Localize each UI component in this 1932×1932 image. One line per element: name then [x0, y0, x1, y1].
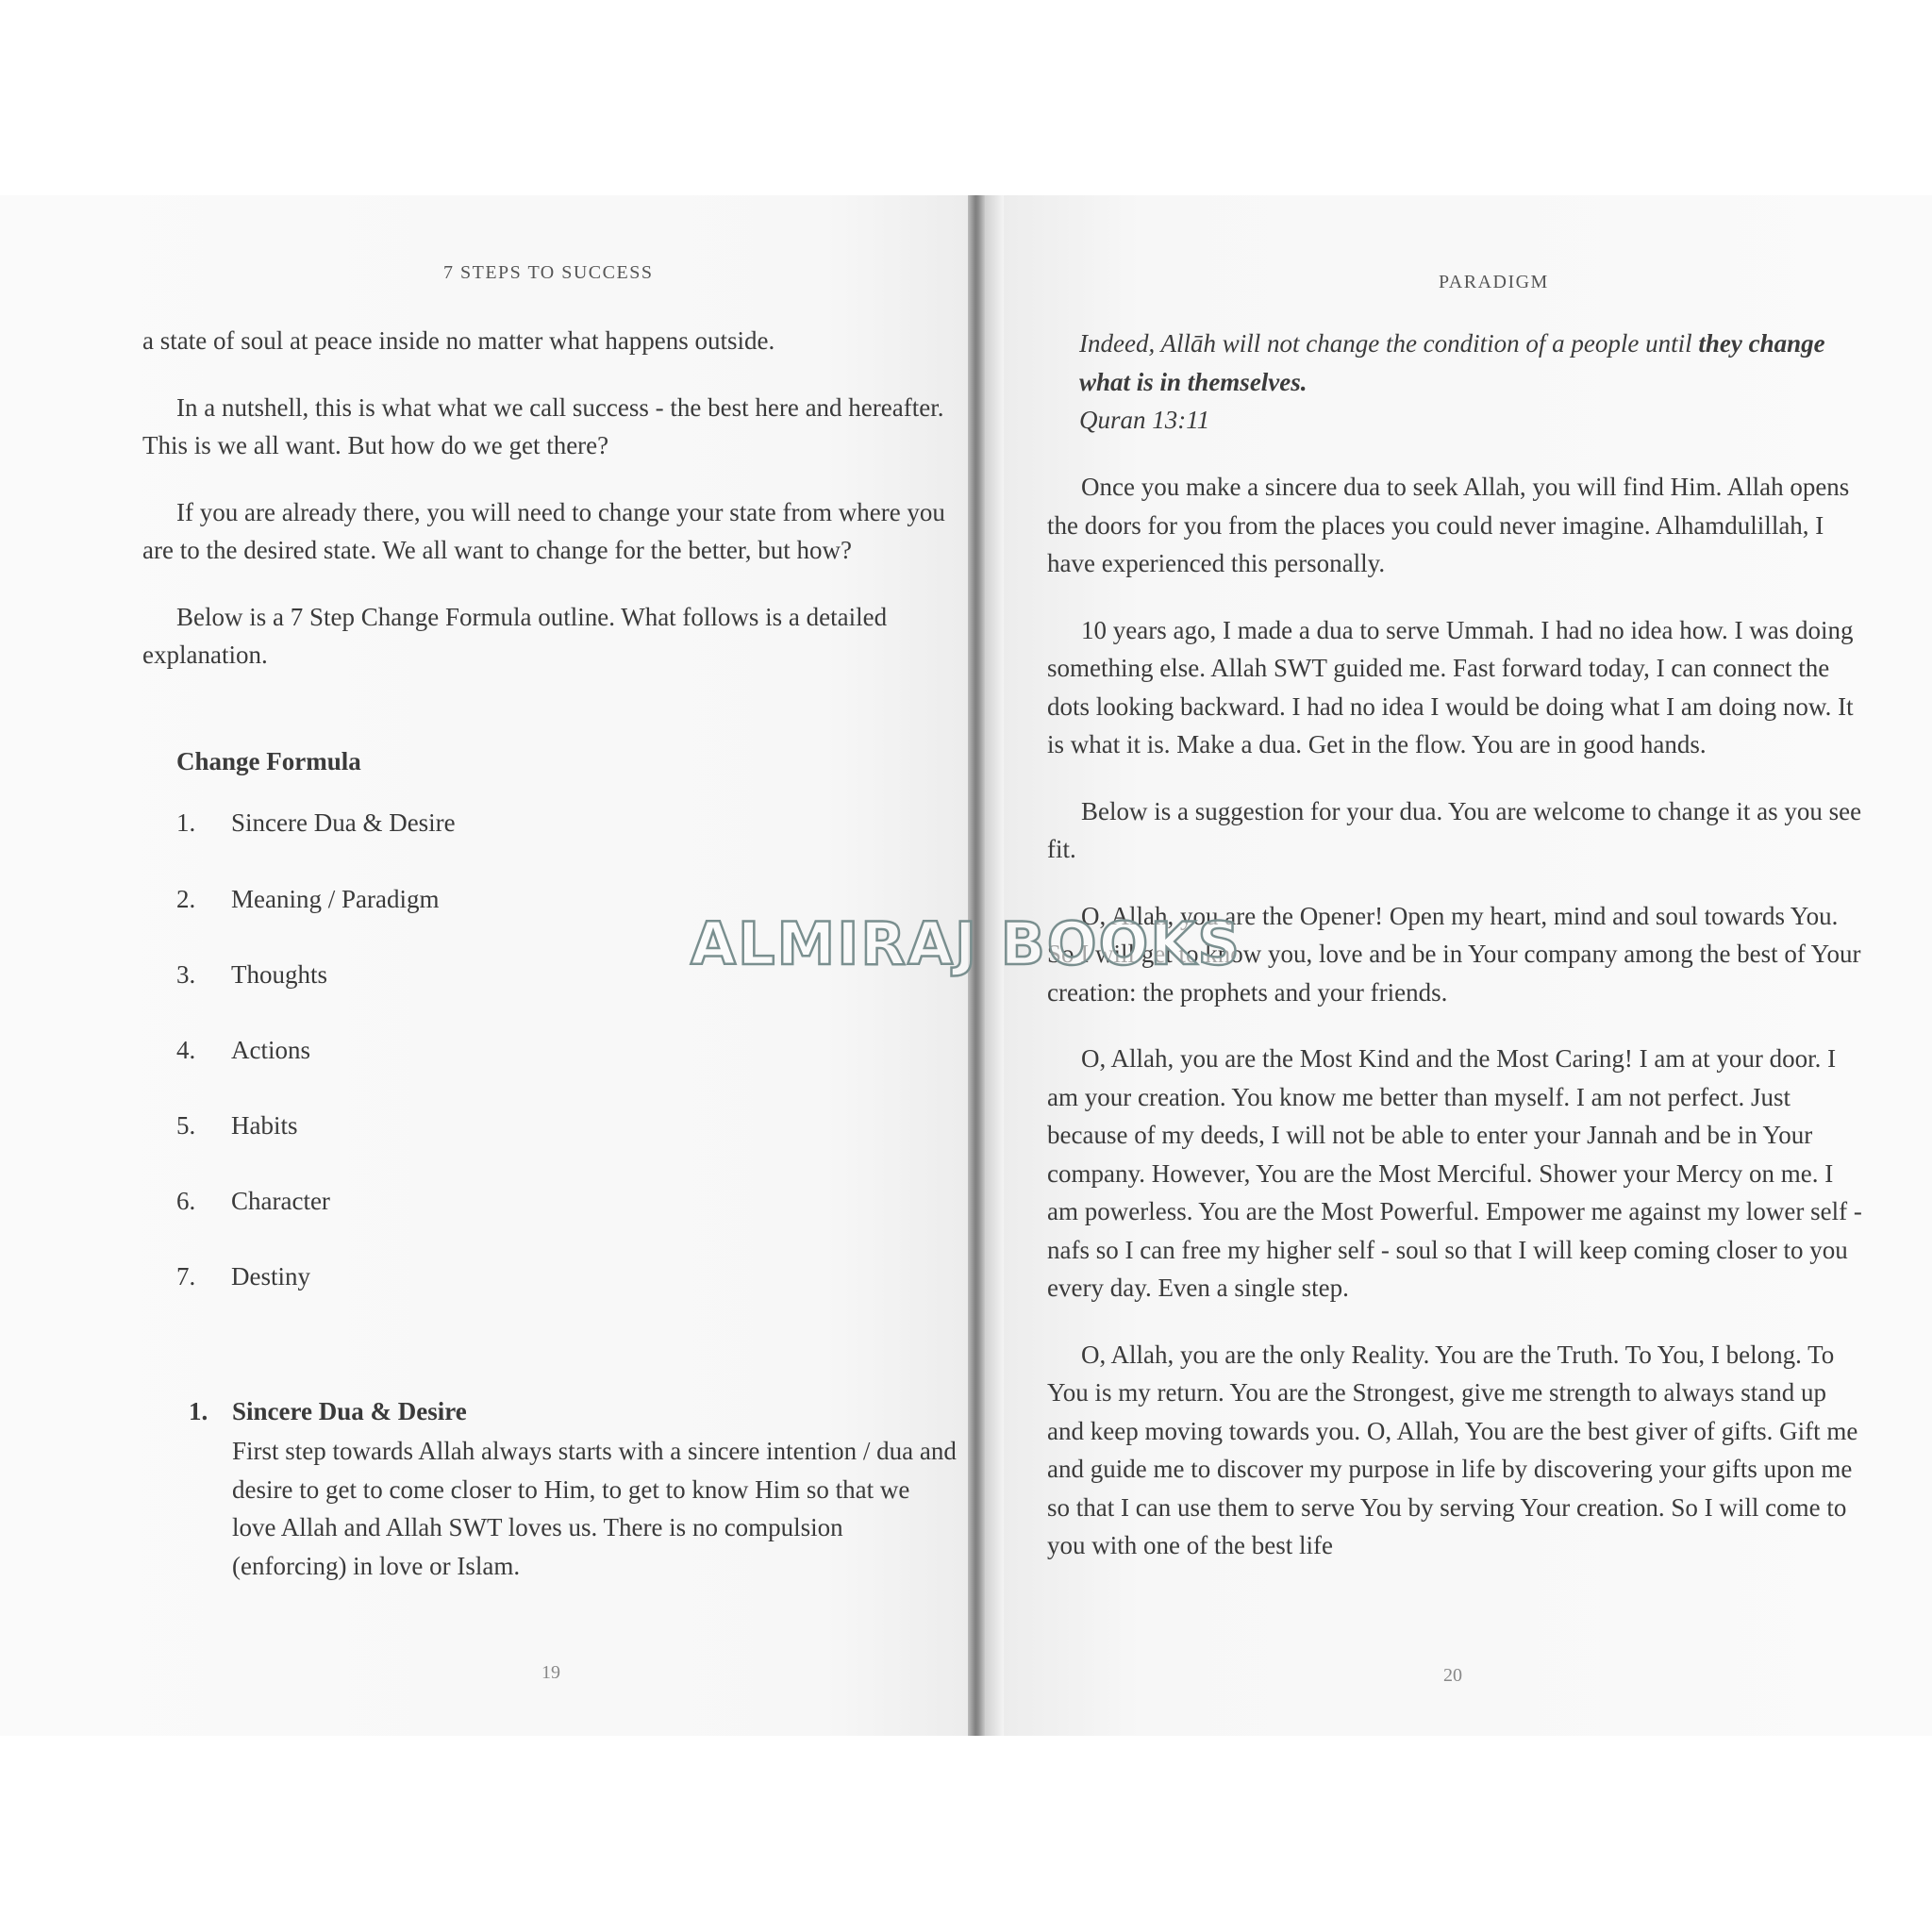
section-body: First step towards Allah always starts with a sincere intention / dua and desire to get to come closer to Him, to get to know Him so that we love Allah and Allah SWT loves us. There is no compulsion (enforcing) in love or Islam. — [232, 1437, 957, 1580]
formula-item-number: 1. — [176, 808, 196, 837]
formula-item-label: Meaning / Paradigm — [231, 885, 440, 913]
formula-item-label: Actions — [231, 1036, 310, 1064]
right-paragraph: Below is a suggestion for your dua. You are welcome to change it as you see fit. — [1047, 796, 1862, 863]
left-page-number: 19 — [541, 1662, 560, 1683]
formula-item-label: Destiny — [231, 1262, 310, 1291]
watermark-text: ALMIRAJ BOOKS — [691, 909, 1241, 978]
formula-item-number: 6. — [176, 1187, 196, 1215]
left-paragraph: In a nutshell, this is what what we call success - the best here and hereafter. This is we all want. But how do we get there? — [142, 392, 944, 459]
right-paragraph: 10 years ago, I made a dua to serve Ummah. I had no idea how. I was doing something else. Allah SWT guided me. Fast forward today, I can connect the dots looking backward. I had no idea I would be doing what I am doing now. It is what it is. Make a dua. Get in the flow. You are in good hands. — [1047, 615, 1854, 758]
quran-quote — [1079, 325, 1864, 401]
quote-source: Quran 13:11 — [1079, 406, 1210, 434]
left-body-text — [142, 322, 956, 703]
formula-item-number: 3. — [176, 960, 196, 989]
left-paragraph: Below is a 7 Step Change Formula outline. What follows is a detailed explanation. — [142, 602, 888, 669]
quote-emphasis: they change what is in themselves. — [1079, 329, 1825, 396]
quote-text: Indeed, Allāh will not change the condition of a people until — [1079, 329, 1699, 358]
section-number: 1. — [189, 1397, 208, 1425]
formula-item-label: Character — [231, 1187, 330, 1215]
formula-item-number: 4. — [176, 1036, 196, 1064]
right-body-text — [1047, 468, 1864, 1593]
right-paragraph: Once you make a sincere dua to seek Allah, you will find Him. Allah opens the doors for you from the places you could never imagine. Alhamdulillah, I have experienced this personally. — [1047, 473, 1850, 577]
formula-item-label: Habits — [231, 1111, 298, 1140]
right-paragraph: O, Allah, you are the only Reality. You are the Truth. To You, I belong. To You is my return. You are the Strongest, give me strength to always stand up and keep moving towards you. O, Allah, You are the best giver of gifts. Gift me and guide me to discover my purpose in life by discovering your gifts upon me so that I can use them to serve You by serving Your creation. So I will come to you with one of the best life — [1047, 1340, 1858, 1559]
formula-item-number: 7. — [176, 1262, 196, 1291]
left-paragraph: a state of soul at peace inside no matter what happens outside. — [142, 326, 775, 355]
formula-item-number: 5. — [176, 1111, 196, 1140]
left-running-head: 7 STEPS TO SUCCESS — [443, 262, 654, 283]
formula-item-label: Thoughts — [231, 960, 328, 989]
watermark-logo — [683, 904, 1249, 979]
section-title: Sincere Dua & Desire — [232, 1397, 467, 1425]
left-paragraph: If you are already there, you will need to change your state from where you are to the desired state. We all want to change for the better, but how? — [142, 497, 945, 564]
right-paragraph: O, Allah, you are the Opener! Open my heart, mind and soul towards You. So I will get to know you, love and be in Your company among the best of Your creation: the prophets and your friends. — [1047, 901, 1861, 1007]
right-page-number: 20 — [1443, 1665, 1462, 1686]
right-running-head: PARADIGM — [1439, 272, 1549, 292]
formula-item-label: Sincere Dua & Desire — [231, 808, 456, 837]
formula-heading: Change Formula — [176, 747, 361, 775]
right-paragraph: O, Allah, you are the Most Kind and the Most Caring! I am at your door. I am your creation. You know me better than myself. I am not perfect. Just because of my deeds, I will not be able to enter your Jannah and be in Your company. However, You are the Most Merciful. Shower your Mercy on me. I am powerless. You are the Most Powerful. Empower me against my lower self - nafs so I can free my higher self - soul so that I will keep coming closer to you every day. Even a single step. — [1047, 1044, 1862, 1302]
formula-item-number: 2. — [176, 885, 196, 913]
